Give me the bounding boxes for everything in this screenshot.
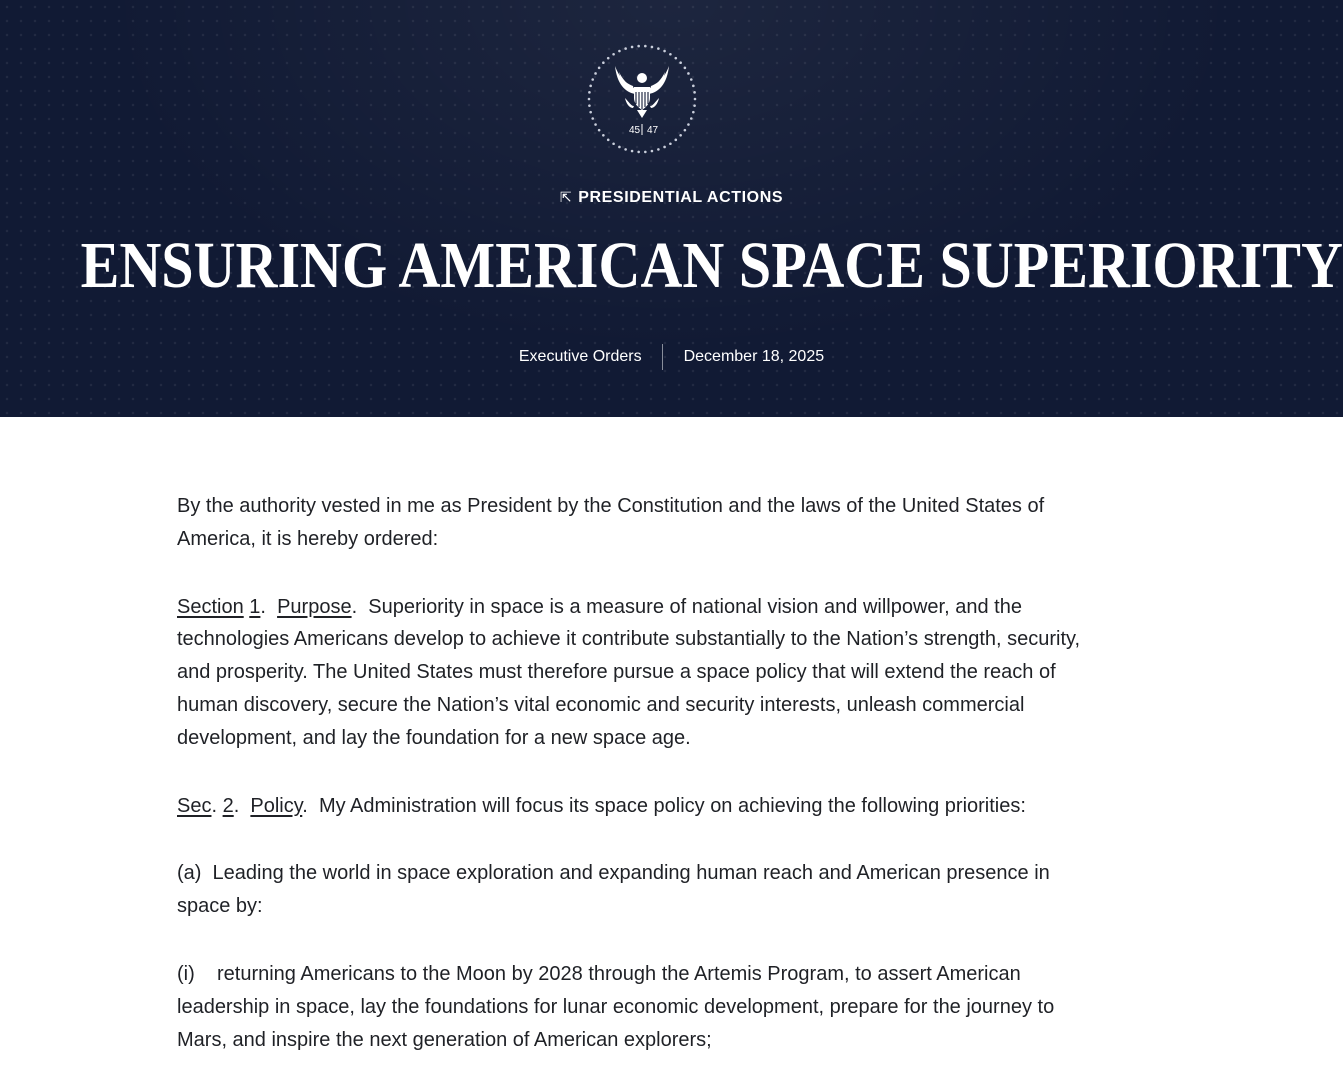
section-text: My Administration will focus its space policy on achieving the following priorities: <box>318 794 1026 817</box>
seal-star <box>588 91 591 94</box>
presidential-seal-icon[interactable] <box>585 42 699 156</box>
seal-star <box>651 150 654 153</box>
publish-date: December 18, 2025 <box>683 348 825 365</box>
seal-star <box>591 78 594 81</box>
seal-star <box>589 111 592 114</box>
seal-star <box>669 142 672 145</box>
section-heading: Purpose <box>277 595 352 618</box>
seal-star <box>607 139 610 142</box>
item-i-paragraph: (i) returning Americans to the Moon by 2028 through the Artemis Program, to assert American leadership in space, lay the foundations for lunar economic development, prepare for the journey to Mars, and inspire the next generation of American explorers; <box>177 962 1060 1051</box>
seal-star <box>618 146 621 149</box>
seal-star <box>607 57 610 60</box>
seal-star <box>602 134 605 137</box>
page-header <box>0 0 1343 417</box>
seal-star <box>693 104 696 107</box>
seal-star <box>594 123 597 126</box>
seal-star <box>692 111 695 114</box>
seal-star <box>644 45 647 48</box>
section-2-paragraph: Sec. 2. Policy. My Administration will focus its space policy on achieving the following priorities: <box>177 794 1026 817</box>
seal-star <box>690 78 693 81</box>
seal-star <box>598 129 601 132</box>
category-link[interactable]: Executive Orders <box>518 348 642 365</box>
seal-star <box>602 61 605 64</box>
arrow-up-left-icon: ⇱ <box>559 189 573 205</box>
seal-star <box>598 67 601 70</box>
seal-star <box>684 67 687 70</box>
seal-star <box>693 91 696 94</box>
seal-star <box>679 61 682 64</box>
seal-star <box>618 50 621 53</box>
section-1-paragraph: Section 1. Purpose. Superiority in space is a measure of national vision and willpower, and the technologies Americans develop to achieve it contribute substantially to the Nation’s strength, security, and prosperity. The United States must therefore pursue a space policy that will extend the reach of human discovery, secure the Nation’s vital economic and security interests, unleash commercial development, and lay the foundation for a new space age. <box>177 595 1081 749</box>
order-body <box>177 490 1097 1091</box>
seal-number-47: 47 <box>647 125 659 136</box>
breadcrumb[interactable] <box>0 189 1343 207</box>
seal-star <box>687 72 690 75</box>
seal-star <box>591 117 594 120</box>
intro-paragraph: By the authority vested in me as President by the Constitution and the laws of the United States of America, it is hereby ordered: <box>177 495 1045 550</box>
seal-star <box>637 45 640 48</box>
page-title: ENSURING AMERICAN SPACE SUPERIORITY <box>80 229 1343 302</box>
seal-star <box>612 142 615 145</box>
breadcrumb-link[interactable]: PRESIDENTIAL ACTIONS <box>578 189 784 206</box>
seal-star <box>687 123 690 126</box>
section-number: 1 <box>249 595 261 618</box>
seal-star <box>631 46 634 49</box>
seal-star <box>690 117 693 120</box>
seal-star <box>694 98 697 101</box>
section-label: Sec <box>177 794 212 817</box>
seal-star <box>588 98 591 101</box>
seal-star <box>674 57 677 60</box>
seal-star <box>637 151 640 154</box>
seal-star <box>684 129 687 132</box>
seal-star <box>674 139 677 142</box>
seal-star <box>631 150 634 153</box>
seal-star <box>657 148 660 151</box>
seal-star <box>651 46 654 49</box>
section-label: Section <box>177 595 244 618</box>
seal-star <box>663 50 666 53</box>
section-heading: Policy <box>250 794 303 817</box>
section-text: Superiority in space is a measure of national vision and willpower, and the technologies Americans develop to achieve it contribute substantially to the Nation’s strength, security, and prosperity. The United States must therefore pursue a space policy that will extend the reach of human discovery, secure the Nation’s vital economic and security interests, unleash commercial development, and lay the foundation for a new space age. <box>177 595 1081 749</box>
seal-star <box>679 134 682 137</box>
seal-star <box>589 85 592 88</box>
seal-star <box>663 146 666 149</box>
seal-number-45: 45 <box>629 125 641 136</box>
post-meta <box>0 344 1343 370</box>
seal-star <box>624 47 627 50</box>
section-number: 2 <box>222 794 234 817</box>
seal-star <box>612 53 615 56</box>
seal-star <box>692 85 695 88</box>
item-a-paragraph: (a) Leading the world in space exploration and expanding human reach and American presence in space by: <box>177 862 1056 918</box>
seal-star <box>644 151 647 154</box>
seal-star <box>669 53 672 56</box>
seal-star <box>624 148 627 151</box>
seal-star <box>594 72 597 75</box>
seal-star <box>657 47 660 50</box>
seal-star <box>588 104 591 107</box>
